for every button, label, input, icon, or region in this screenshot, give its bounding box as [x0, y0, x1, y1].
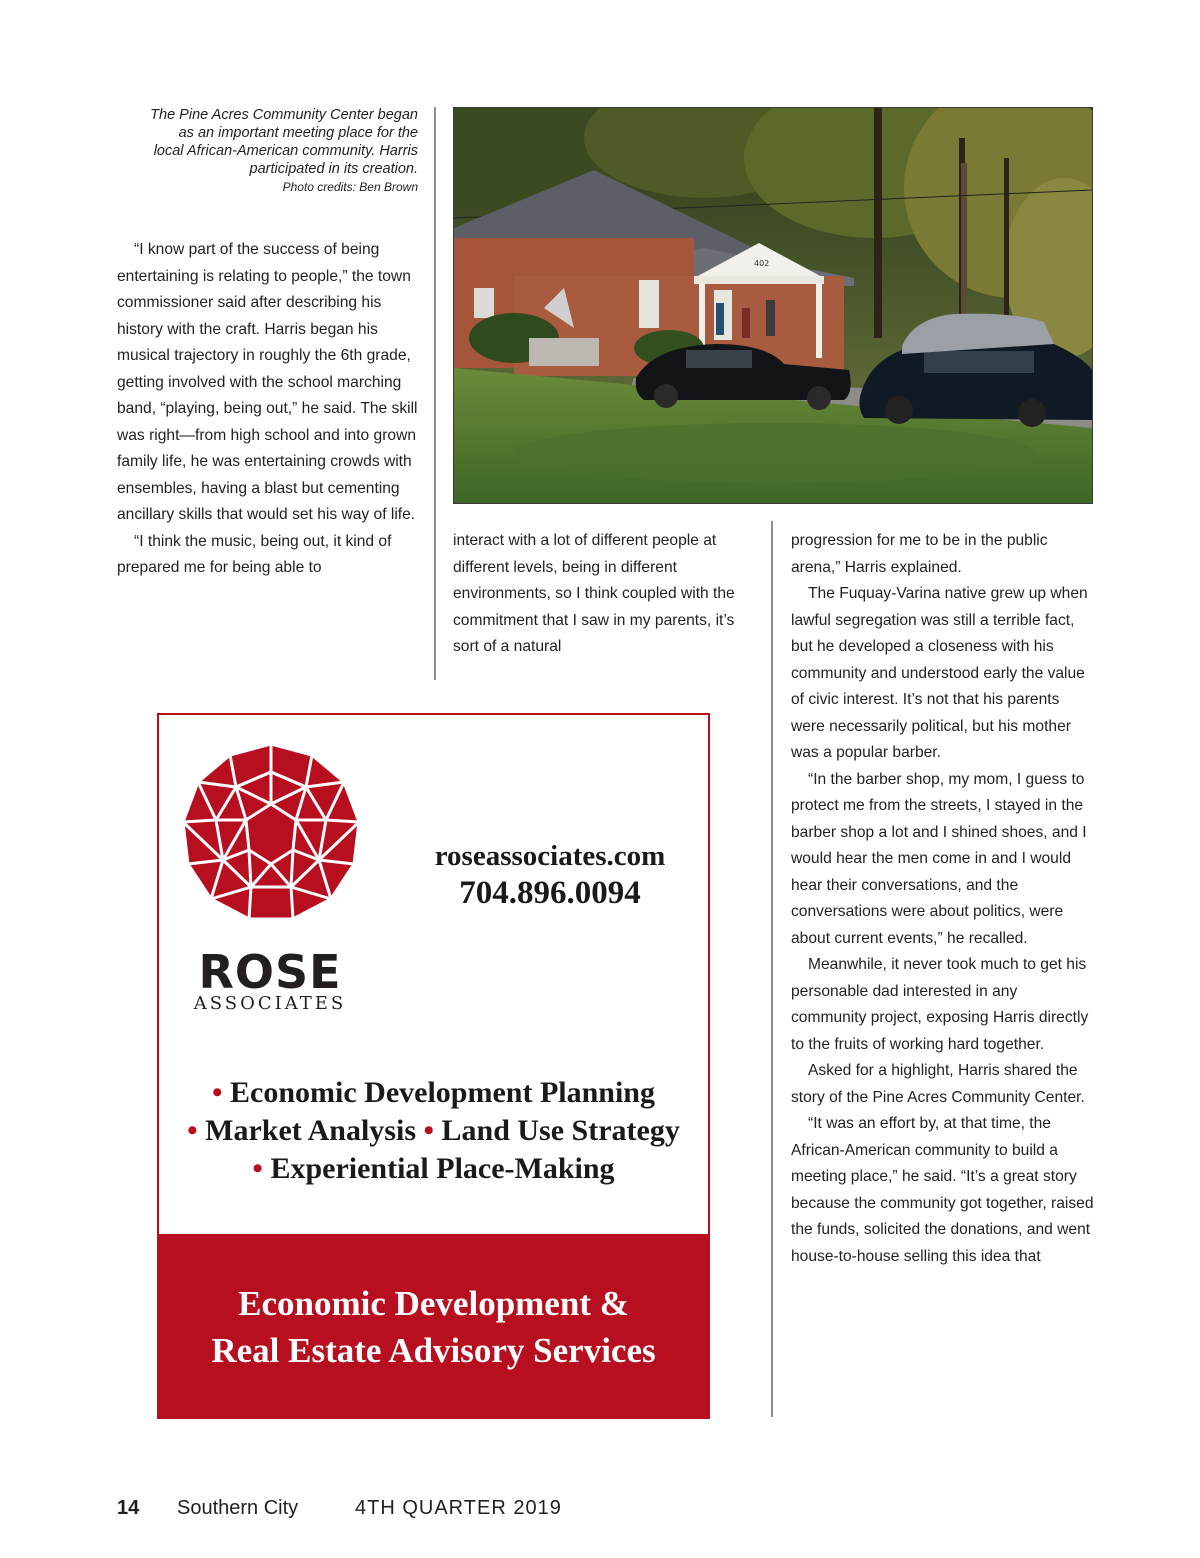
brand-subtitle: ASSOCIATES [193, 993, 347, 1014]
service-item: Economic Development Planning [230, 1076, 655, 1109]
paragraph: Asked for a highlight, Harris shared the story of the Pine Acres Community Center. [791, 1062, 1085, 1106]
caption-line: local African-American community. Harris [153, 143, 418, 159]
ad-phone-number[interactable]: 704.896.0094 [459, 875, 641, 911]
service-line-1 [159, 1074, 708, 1112]
service-line-3 [159, 1150, 708, 1188]
paragraph: “In the barber shop, my mom, I guess to protect me from the streets, I stayed in the barber shop a lot and I shined shoes, and I would hear the men come in and I would hear their conversations, and the conversations were about politics, were about current events,” he recalled. [791, 770, 1087, 947]
caption-line: as an important meeting place for the [178, 125, 418, 141]
publication-name: Southern City [177, 1497, 299, 1519]
paragraph: “It was an effort by, at that time, the African-American community to build a meeting place,” he said. “It’s a great story because the community got together, raised the funds, solicited the donations, and went house-to-house selling this idea that [791, 1115, 1094, 1265]
ad-tagline-line-1: Economic Development & [238, 1284, 629, 1323]
ad-tagline-line-2: Real Estate Advisory Services [211, 1331, 656, 1370]
paragraph: interact with a lot of different people at different levels, being in different environments, so I think coupled with the commitment that I saw in my parents, it’s sort of a natural [453, 532, 735, 655]
ad-website[interactable]: roseassociates.com [434, 840, 666, 872]
bullet-icon: • [211, 1076, 223, 1109]
community-center-photo [453, 107, 1093, 504]
bullet-icon: • [187, 1114, 198, 1147]
paragraph: progression for me to be in the public arena,” Harris explained. [791, 532, 1048, 576]
photo-caption [110, 106, 418, 196]
article-column-1 [117, 237, 422, 582]
brand-name: ROSE [198, 945, 342, 999]
article-column-2 [453, 528, 758, 661]
column-rule-1 [434, 107, 436, 680]
service-item: Market Analysis [205, 1114, 416, 1147]
photo-credit: Photo credits: Ben Brown [282, 180, 418, 194]
building-number: 402 [754, 259, 770, 268]
service-item: Experiential Place-Making [270, 1152, 615, 1185]
page-number: 14 [117, 1497, 140, 1519]
caption-line: participated in its creation. [249, 161, 418, 177]
column-rule-2 [771, 521, 773, 1417]
paragraph: “I know part of the success of being entertaining is relating to people,” the town commissioner said after describing his history with the craft. Harris began his musical trajectory in roughly the 6th grade, getting involved with the school marching band, “playing, being out,” he said. The skill was right—from high school and into grown family life, he was entertaining crowds with ensembles, having a blast but cementing ancillary skills that would set his way of life. [117, 241, 418, 523]
service-line-2 [159, 1112, 708, 1150]
service-item: Land Use Strategy [441, 1114, 680, 1147]
bullet-icon: • [423, 1114, 435, 1147]
caption-line: The Pine Acres Community Center began [150, 107, 418, 123]
paragraph: The Fuquay-Varina native grew up when lawful segregation was still a terrible fact, but he developed a closeness with his community and understood early the value of civic interest. It’s not that his parents were necessarily political, but his mother was a popular barber. [791, 585, 1088, 761]
issue-date: 4TH QUARTER 2019 [355, 1497, 562, 1519]
bullet-icon: • [252, 1152, 263, 1185]
paragraph: Meanwhile, it never took much to get his personable dad interested in any community project, exposing Harris directly to the fruits of working hard together. [791, 956, 1089, 1053]
paragraph: “I think the music, being out, it kind of prepared me for being able to [117, 532, 392, 576]
